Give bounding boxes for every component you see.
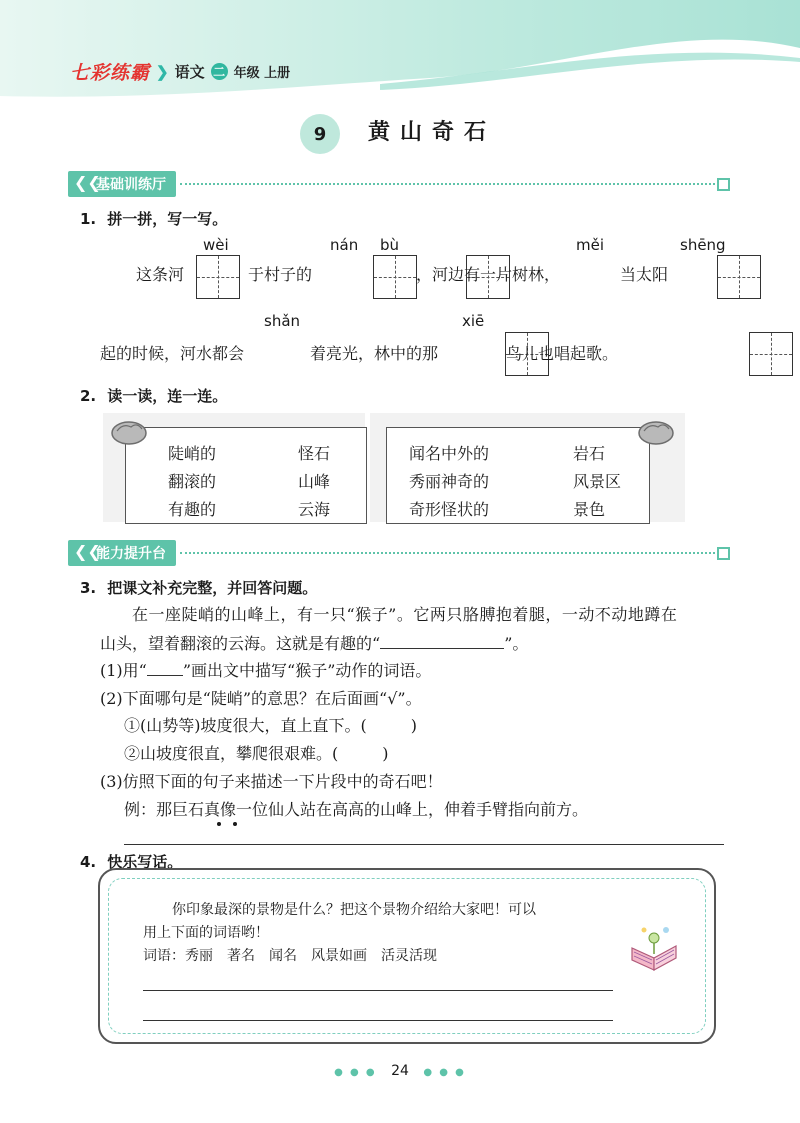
brand-logo: 七彩练霸	[70, 62, 151, 84]
section-title: 基础训练厅	[96, 177, 166, 193]
match-panel-right	[370, 413, 685, 522]
pinyin: bù	[380, 236, 400, 254]
match-column-left	[168, 440, 216, 524]
divider-end-icon	[717, 547, 730, 560]
match-item[interactable]: 闻名中外的	[409, 444, 490, 463]
question-3-heading	[80, 577, 317, 598]
match-panel-left	[103, 413, 365, 522]
q4-words: 词语：秀丽 著名 闻名 风景如画 活灵活现	[143, 948, 437, 964]
q4-prompt: 你印象最深的景物是什么？把这个景物介绍给大家吧！可以	[172, 902, 536, 918]
lesson-number: 9	[300, 114, 340, 154]
match-column-right	[573, 440, 621, 524]
grade-number: 二	[211, 63, 228, 80]
q1-text: 这条河	[136, 265, 185, 284]
q1-text: ，河边有一片树林，	[416, 265, 561, 284]
match-column-left	[409, 440, 489, 524]
q3-text: 山头，望着翻滚的云海。这就是有趣的“	[100, 634, 381, 653]
writing-line[interactable]	[143, 1020, 613, 1021]
question-number: 1.	[80, 210, 97, 228]
match-column-right	[298, 440, 330, 524]
dots-decoration: ● ● ●	[423, 1067, 466, 1078]
pinyin: wèi	[203, 236, 229, 254]
match-box	[125, 427, 367, 524]
pinyin: měi	[576, 236, 605, 254]
q3-option-2	[124, 744, 389, 763]
question-title: 把课文补充完整，并回答问题。	[107, 579, 318, 597]
answer-box[interactable]	[196, 255, 240, 299]
match-item[interactable]: 风景区	[573, 472, 622, 491]
open-book-icon	[626, 918, 686, 974]
pinyin: shǎn	[264, 312, 301, 330]
chevron-right-icon: ❯	[156, 62, 169, 81]
dotted-divider	[180, 183, 715, 185]
divider-end-icon	[717, 178, 730, 191]
dots-decoration: ● ● ●	[334, 1067, 377, 1078]
question-title: 拼一拼，写一写。	[107, 210, 228, 228]
subject-label: 语文	[174, 63, 205, 81]
match-item[interactable]: 有趣的	[168, 500, 217, 519]
question-number: 4.	[80, 853, 97, 871]
q3-sub3: (3)仿照下面的句子来描述一下片段中的奇石吧！	[100, 772, 443, 791]
section-tag	[68, 540, 176, 566]
rock-icon	[109, 415, 149, 447]
q3-text: ”画出文中描写“猴子”动作的词语。	[182, 661, 432, 680]
q3-sub2: (2)下面哪句是“陡峭”的意思？在后面画“√”。	[100, 689, 422, 708]
page-footer	[0, 1063, 800, 1079]
q3-passage-line: 在一座陡峭的山峰上，有一只“猴子”。它两只胳膊抱着腿，一动不动地蹲在	[132, 605, 678, 624]
q1-text: 鸟儿也唱起歌。	[506, 344, 619, 363]
dotted-divider	[180, 552, 715, 554]
header-brand	[70, 58, 290, 85]
match-item[interactable]: 景色	[573, 500, 606, 519]
q3-text: (1)用“	[100, 661, 147, 680]
question-title: 快乐写话。	[107, 853, 183, 871]
q1-text: 起的时候，河水都会	[100, 344, 245, 363]
q1-text: 当太阳	[620, 265, 669, 284]
match-item[interactable]: 岩石	[573, 444, 606, 463]
q4-prompt: 用上下面的词语哟！	[143, 925, 269, 941]
blank-line[interactable]	[380, 634, 504, 649]
match-item[interactable]: 云海	[298, 500, 331, 519]
emphasis-dots	[210, 820, 250, 828]
writing-line[interactable]	[143, 990, 613, 991]
rock-icon	[636, 415, 676, 447]
pinyin: nán	[330, 236, 359, 254]
q3-passage-line	[100, 634, 740, 653]
q1-text: 着亮光，林中的那	[310, 344, 439, 363]
pinyin: shēng	[680, 236, 726, 254]
section-mark-icon: ❮❮	[74, 542, 101, 561]
grade-label: 年级 上册	[233, 66, 291, 81]
answer-box[interactable]	[717, 255, 761, 299]
match-item[interactable]: 翻滚的	[168, 472, 217, 491]
section-title: 能力提升台	[96, 546, 166, 562]
q3-sub1	[100, 661, 431, 680]
question-1-heading	[80, 208, 227, 229]
q3-text: )	[382, 744, 389, 763]
header-wave	[0, 0, 800, 110]
q3-example: 例：那巨石真像一位仙人站在高高的山峰上，伸着手臂指向前方。	[124, 800, 589, 819]
section-tag	[68, 171, 176, 197]
answer-line[interactable]	[124, 844, 724, 845]
section-banner-basic	[68, 170, 730, 198]
question-number: 2.	[80, 387, 97, 405]
q3-text: ”。	[504, 634, 529, 653]
q3-text: )	[410, 716, 417, 735]
q3-option-1	[124, 716, 417, 735]
q3-text: ②山坡度很直，攀爬很艰难。(	[124, 744, 339, 763]
question-title: 读一读，连一连。	[107, 387, 228, 405]
underline-sample	[147, 661, 183, 676]
match-item[interactable]: 奇形怪状的	[409, 500, 490, 519]
question-number: 3.	[80, 579, 97, 597]
q1-text: 于村子的	[248, 265, 313, 284]
pinyin: xiē	[462, 312, 485, 330]
match-item[interactable]: 怪石	[298, 444, 331, 463]
section-banner-ability	[68, 539, 730, 567]
match-item[interactable]: 陡峭的	[168, 444, 217, 463]
answer-box[interactable]	[749, 332, 793, 376]
question-2-heading	[80, 385, 227, 406]
lesson-title: 黄山奇石	[368, 119, 497, 145]
q3-text: ①(山势等)坡度很大，直上直下。(	[124, 716, 367, 735]
match-item[interactable]: 山峰	[298, 472, 331, 491]
match-item[interactable]: 秀丽神奇的	[409, 472, 490, 491]
match-box	[386, 427, 650, 524]
page-number: 24	[391, 1063, 409, 1079]
section-mark-icon: ❮❮	[74, 173, 101, 192]
answer-box[interactable]	[373, 255, 417, 299]
